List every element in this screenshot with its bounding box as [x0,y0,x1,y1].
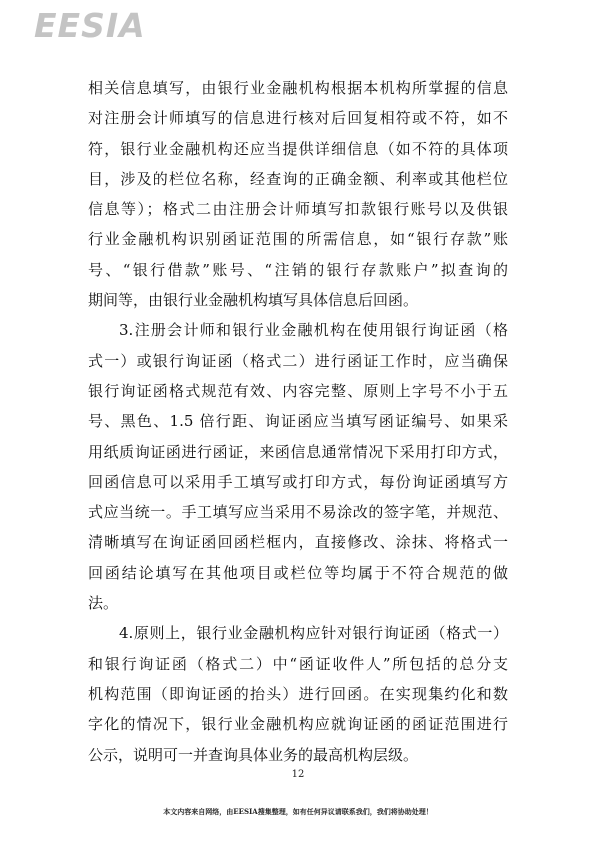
page-number: 12 [291,769,305,780]
body-line: 号、黑色、1.5 倍行距、询证函应当填写函证编号、如果采 [88,412,508,431]
document-body [88,73,508,770]
paragraph [88,73,508,315]
body-line: 符，银行业金融机构还应当提供详细信息（如不符的具体项 [88,139,508,158]
body-line: 公示，说明可一并查询具体业务的最高机构层级。 [88,745,419,764]
body-line: 式一）或银行询证函（格式二）进行函证工作时，应当确保 [88,351,508,370]
body-line: 法。 [88,594,119,613]
body-line: 机构范围（即询证函的抬头）进行回函。在实现集约化和数 [88,684,508,703]
body-line: 号、“银行借款”账号、“注销的银行存款账户”拟查询的 [88,260,508,279]
body-line: 期间等，由银行业金融机构填写具体信息后回函。 [88,291,419,310]
body-line: 用纸质询证函进行函证，来函信息通常情况下采用打印方式， [88,442,508,461]
body-line: 3.注册会计师和银行业金融机构在使用银行询证函（格 [119,321,508,340]
body-line: 和银行询证函（格式二）中“函证收件人”所包括的总分支 [88,654,508,673]
body-line: 目，涉及的栏位名称，经查询的正确金额、利率或其他栏位 [88,169,508,188]
body-line: 字化的情况下，银行业金融机构应就询证函的函证范围进行 [88,715,508,734]
footer-disclaimer: 本文内容来自网络，由EESIA搜集整理，如有任何异议请联系我们，我们将协助处理！ [163,807,433,816]
body-line: 相关信息填写，由银行业金融机构根据本机构所掌握的信息 [88,79,508,97]
eesia-logo: EESIA [34,6,146,45]
body-line: 信息等）；格式二由注册会计师填写扣款银行账号以及供银 [88,200,508,219]
body-line: 清晰填写在询证函回函栏框内，直接修改、涂抹、将格式一 [88,533,508,552]
body-line: 回函结论填写在其他项目或栏位等均属于不符合规范的做 [88,563,508,582]
body-line: 对注册会计师填写的信息进行核对后回复相符或不符，如不 [88,109,508,128]
paragraph [88,618,508,769]
body-line: 回函信息可以采用手工填写或打印方式，每份询证函填写方 [88,472,508,491]
paragraph [88,315,508,618]
body-line: 行业金融机构识别函证范围的所需信息，如“银行存款”账 [88,230,508,249]
body-line: 4.原则上，银行业金融机构应针对银行询证函（格式一） [119,624,508,643]
body-line: 式应当统一。手工填写应当采用不易涂改的签字笔，并规范、 [88,503,508,522]
body-line: 银行询证函格式规范有效、内容完整、原则上字号不小于五 [88,381,508,400]
